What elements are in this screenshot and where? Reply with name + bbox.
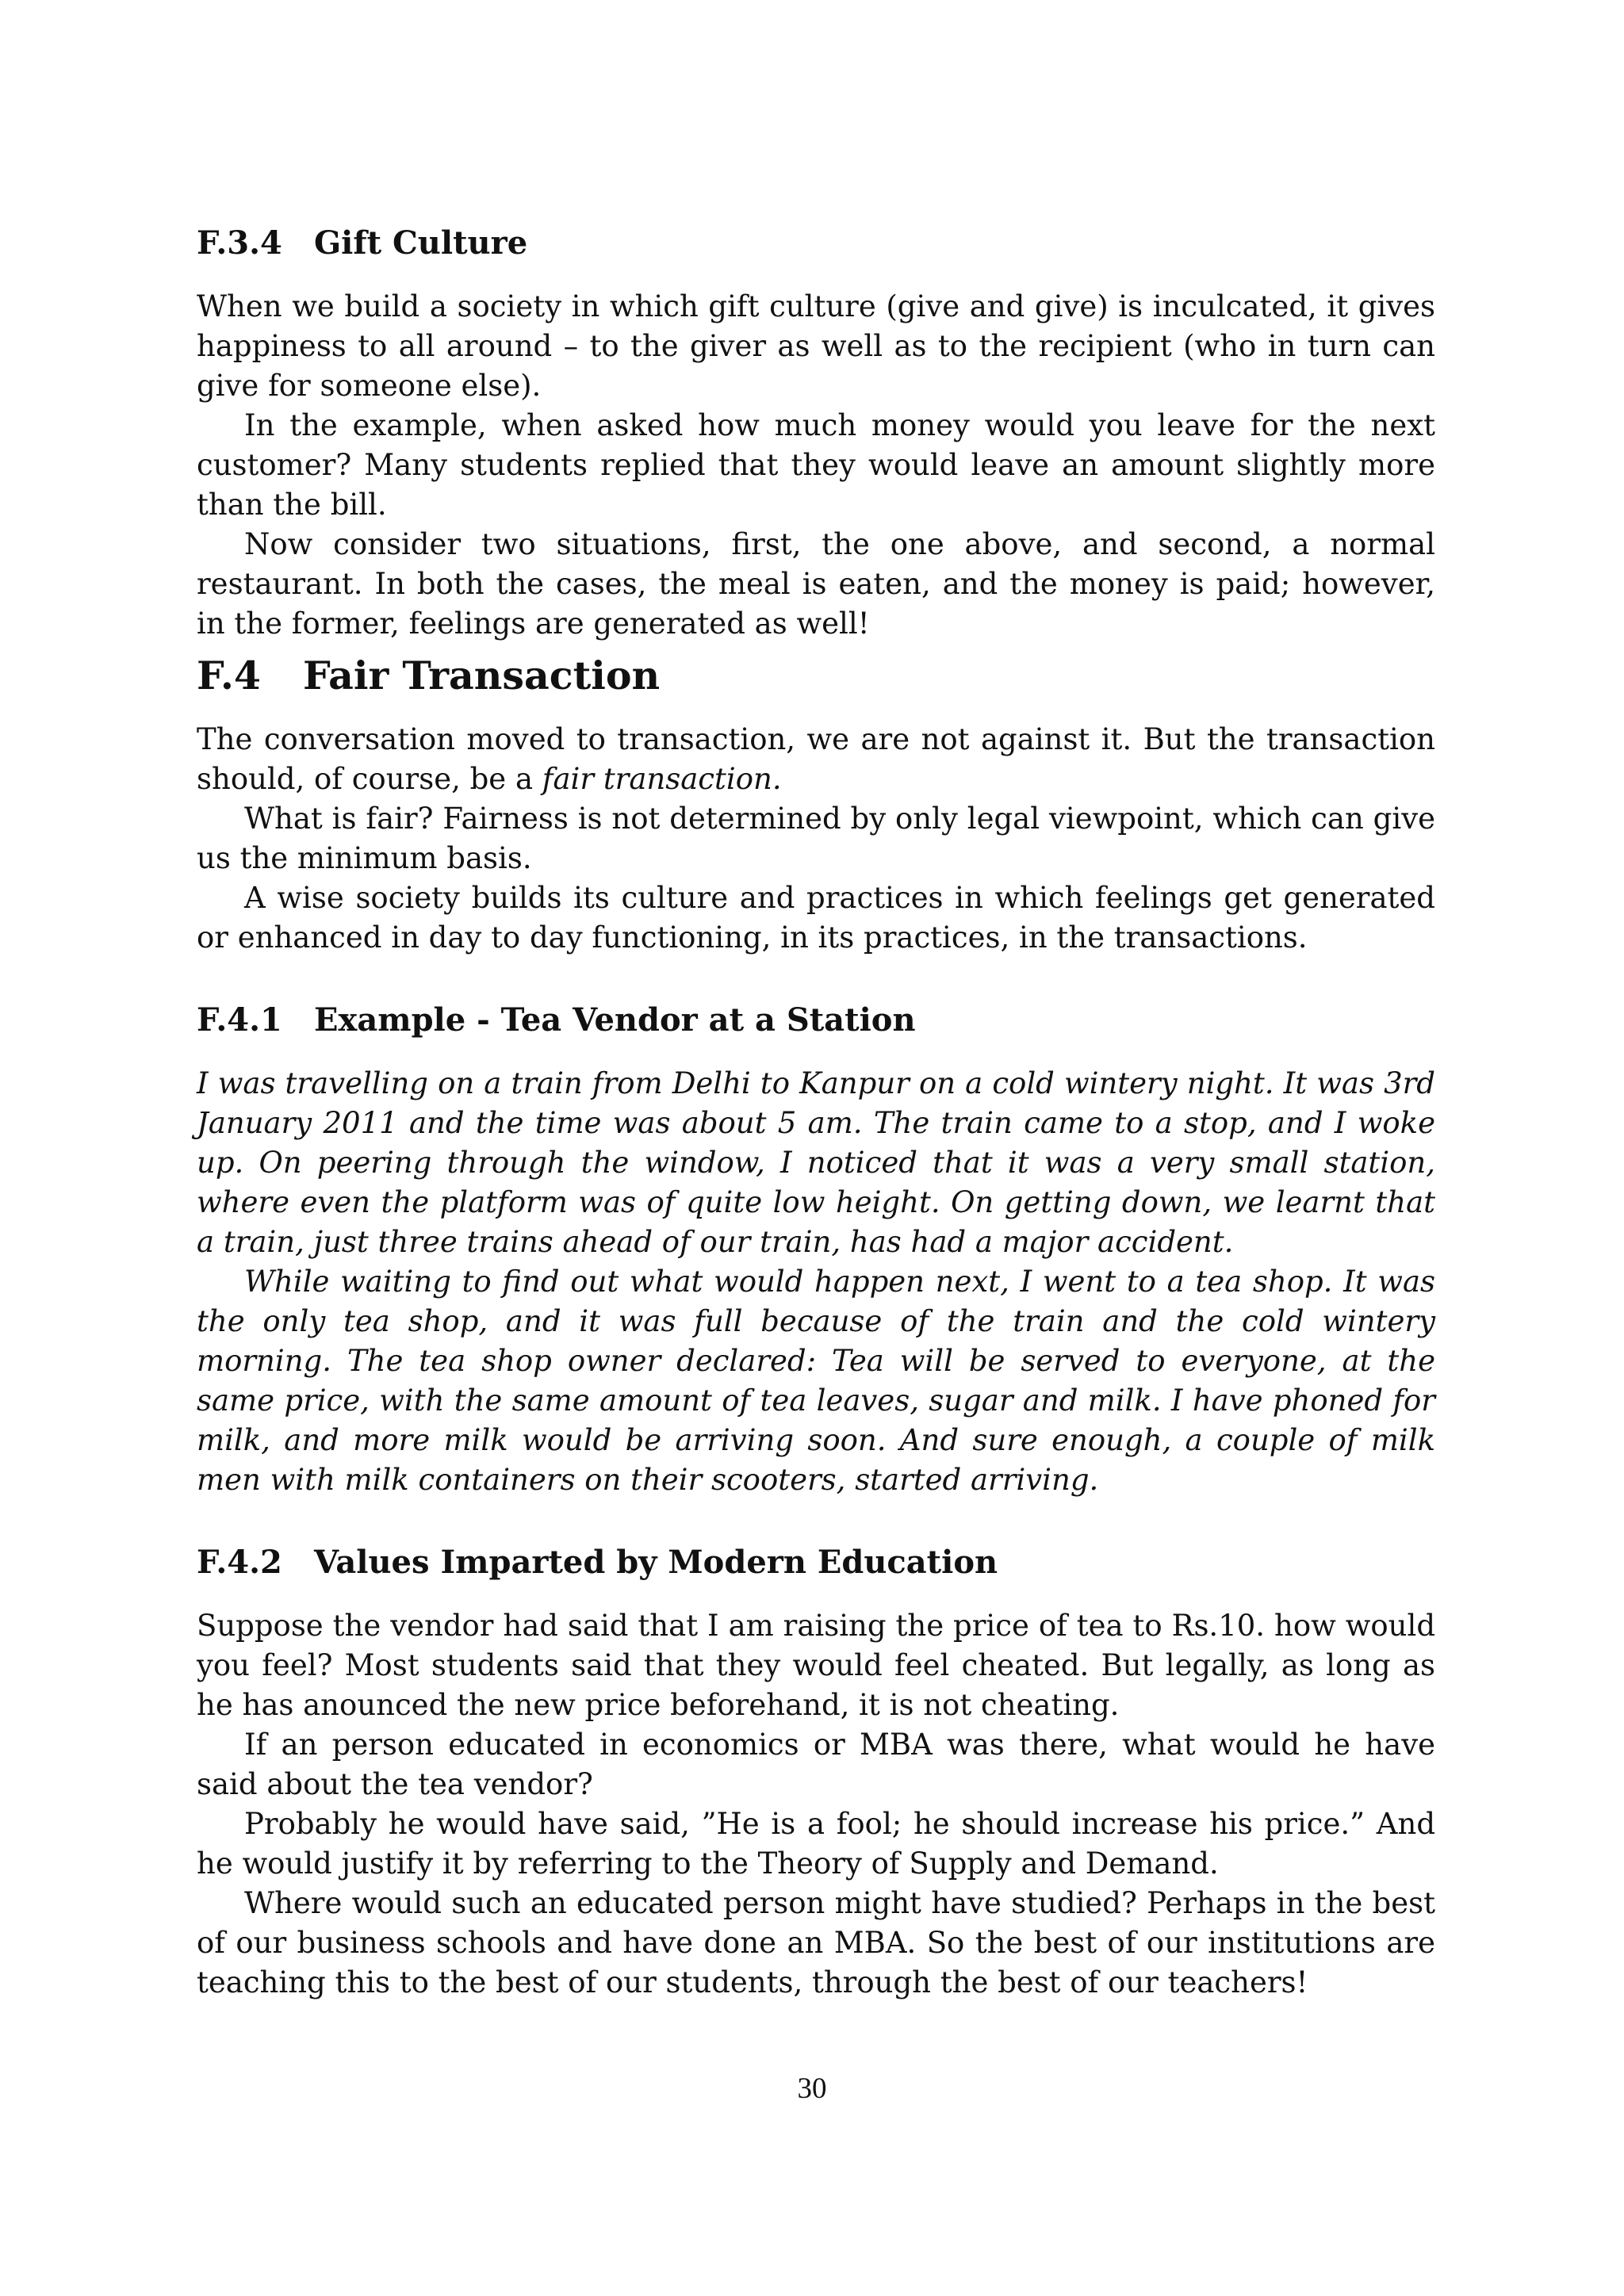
section-body-gift-culture — [197, 287, 1435, 644]
section-title: Example - Tea Vendor at a Station — [314, 1001, 916, 1039]
paragraph: What is fair? Fairness is not determined by only legal viewpoint, which can give us the minimum basis. — [197, 802, 1435, 875]
emphasis-text: fair transaction. — [542, 762, 782, 796]
paragraph: When we build a society in which gift culture (give and give) is inculcated, it gives happiness to all around – to the giver as well as to the recipient (who in turn can give for someone else). — [197, 289, 1435, 403]
page-number: 30 — [797, 2072, 827, 2105]
section-heading-tea-vendor — [197, 1001, 1435, 1040]
section-number: F.4.2 — [197, 1544, 282, 1581]
paragraph: If an person educated in economics or MBA was there, what would he have said about the tea vendor? — [197, 1728, 1435, 1801]
section-body-tea-vendor — [197, 1064, 1435, 1500]
section-title: Fair Transaction — [303, 652, 661, 698]
section-body-fair-transaction — [197, 720, 1435, 958]
section-heading-gift-culture — [197, 224, 1435, 263]
section-number: F.3.4 — [197, 224, 282, 262]
paragraph: Suppose the vendor had said that I am raising the price of tea to Rs.10. how would you feel? Most students said that they would feel cheated. But legally, as long as he has anounced the new price beforehand, it is not cheating. — [197, 1609, 1435, 1722]
paragraph: Now consider two situations, first, the one above, and second, a normal restaurant. In both the cases, the meal is eaten, and the money is paid; however, in the former, feelings are generated as well! — [197, 527, 1435, 641]
section-body-modern-education — [197, 1606, 1435, 2003]
section-title: Gift Culture — [314, 224, 528, 262]
paragraph: A wise society builds its culture and practices in which feelings get generated or enhanced in day to day functioning, in its practices, in the transactions. — [197, 881, 1435, 955]
paragraph-text: The conversation moved to transaction, we are not against it. But the transaction should, of course, be a — [197, 722, 1435, 796]
section-heading-fair-transaction — [197, 652, 1435, 699]
paragraph: Probably he would have said, ”He is a fool; he should increase his price.” And he would justify it by referring to the Theory of Supply and Demand. — [197, 1807, 1435, 1881]
paragraph: I was travelling on a train from Delhi to Kanpur on a cold wintery night. It was 3rd January 2011 and the time was about 5 am. The train came to a stop, and I woke up. On peering through the window, I noticed that it was a very small station, where even the platform was of quite low height. On getting down, we learnt that a train, just three trains ahead of our train, has had a major accident. — [197, 1066, 1435, 1259]
paragraph: In the example, when asked how much money would you leave for the next customer? Many students replied that they would leave an amount slightly more than the bill. — [197, 408, 1435, 522]
paragraph — [197, 720, 1435, 799]
section-heading-modern-education — [197, 1543, 1435, 1582]
section-number: F.4 — [197, 652, 262, 698]
paragraph: While waiting to find out what would happen next, I went to a tea shop. It was the only tea shop, and it was full because of the train and the cold wintery morning. The tea shop owner declared: Tea will be served to everyone, at the same price, with the same amount of tea leaves, sugar and milk. I have phoned for milk, and more milk would be arriving soon. And sure enough, a couple of milk men with milk containers on their scooters, started arriving. — [197, 1265, 1435, 1497]
section-title: Values Imparted by Modern Education — [314, 1544, 998, 1581]
paragraph: Where would such an educated person might have studied? Perhaps in the best of our business schools and have done an MBA. So the best of our institutions are teaching this to the best of our students, through the best of our teachers! — [197, 1886, 1435, 1999]
section-number: F.4.1 — [197, 1001, 282, 1039]
